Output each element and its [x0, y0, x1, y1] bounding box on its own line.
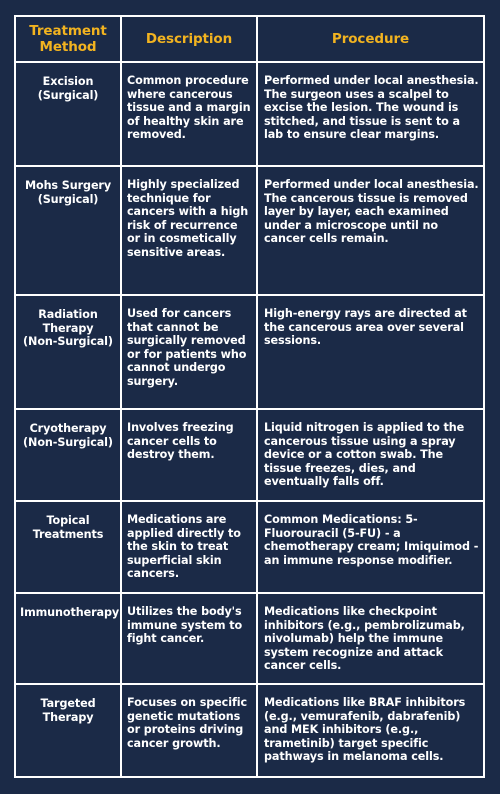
cell-method: Radiation Therapy (Non-Surgical) — [15, 295, 121, 409]
table-row — [15, 409, 484, 501]
cell-description: Highly specialized technique for cancers with a high risk of recurrence or in cosmetically sensitive areas. — [121, 166, 257, 295]
treatment-table — [14, 15, 485, 778]
cell-method: Topical Treatments — [15, 501, 121, 593]
cell-method: Targeted Therapy — [15, 684, 121, 777]
header-treatment-method: Treatment Method — [15, 16, 121, 62]
cell-procedure: High-energy rays are directed at the cancerous area over several sessions. — [257, 295, 484, 409]
cell-description: Involves freezing cancer cells to destroy them. — [121, 409, 257, 501]
cell-description: Utilizes the body's immune system to fight cancer. — [121, 593, 257, 684]
header-description: Description — [121, 16, 257, 62]
treatment-table-frame — [14, 15, 483, 774]
cell-description: Common procedure where cancerous tissue and a margin of healthy skin are removed. — [121, 62, 257, 166]
table-row — [15, 501, 484, 593]
cell-procedure: Common Medications: 5-Fluorouracil (5-FU) - a chemotherapy cream; Imiquimod - an immune response modifier. — [257, 501, 484, 593]
cell-description: Used for cancers that cannot be surgically removed or for patients who cannot undergo surgery. — [121, 295, 257, 409]
cell-procedure: Liquid nitrogen is applied to the cancerous tissue using a spray device or a cotton swab. The tissue freezes, dies, and eventually falls off. — [257, 409, 484, 501]
cell-method: Cryotherapy (Non-Surgical) — [15, 409, 121, 501]
cell-description: Focuses on specific genetic mutations or proteins driving cancer growth. — [121, 684, 257, 777]
cell-method: Excision (Surgical) — [15, 62, 121, 166]
table-row — [15, 295, 484, 409]
cell-method: Immunotherapy — [15, 593, 121, 684]
table-row — [15, 166, 484, 295]
table-header-row — [15, 16, 484, 62]
cell-description: Medications are applied directly to the skin to treat superficial skin cancers. — [121, 501, 257, 593]
cell-procedure: Performed under local anesthesia. The cancerous tissue is removed layer by layer, each examined under a microscope until no cancer cells remain. — [257, 166, 484, 295]
cell-procedure: Medications like checkpoint inhibitors (e.g., pembrolizumab, nivolumab) help the immune system recognize and attack cancer cells. — [257, 593, 484, 684]
table-row — [15, 593, 484, 684]
table-row — [15, 62, 484, 166]
cell-method: Mohs Surgery (Surgical) — [15, 166, 121, 295]
cell-procedure: Performed under local anesthesia. The surgeon uses a scalpel to excise the lesion. The wound is stitched, and tissue is sent to a lab to ensure clear margins. — [257, 62, 484, 166]
header-procedure: Procedure — [257, 16, 484, 62]
table-row — [15, 684, 484, 777]
cell-procedure: Medications like BRAF inhibitors (e.g., vemurafenib, dabrafenib) and MEK inhibitors (e.g., trametinib) target specific pathways in melanoma cells. — [257, 684, 484, 777]
